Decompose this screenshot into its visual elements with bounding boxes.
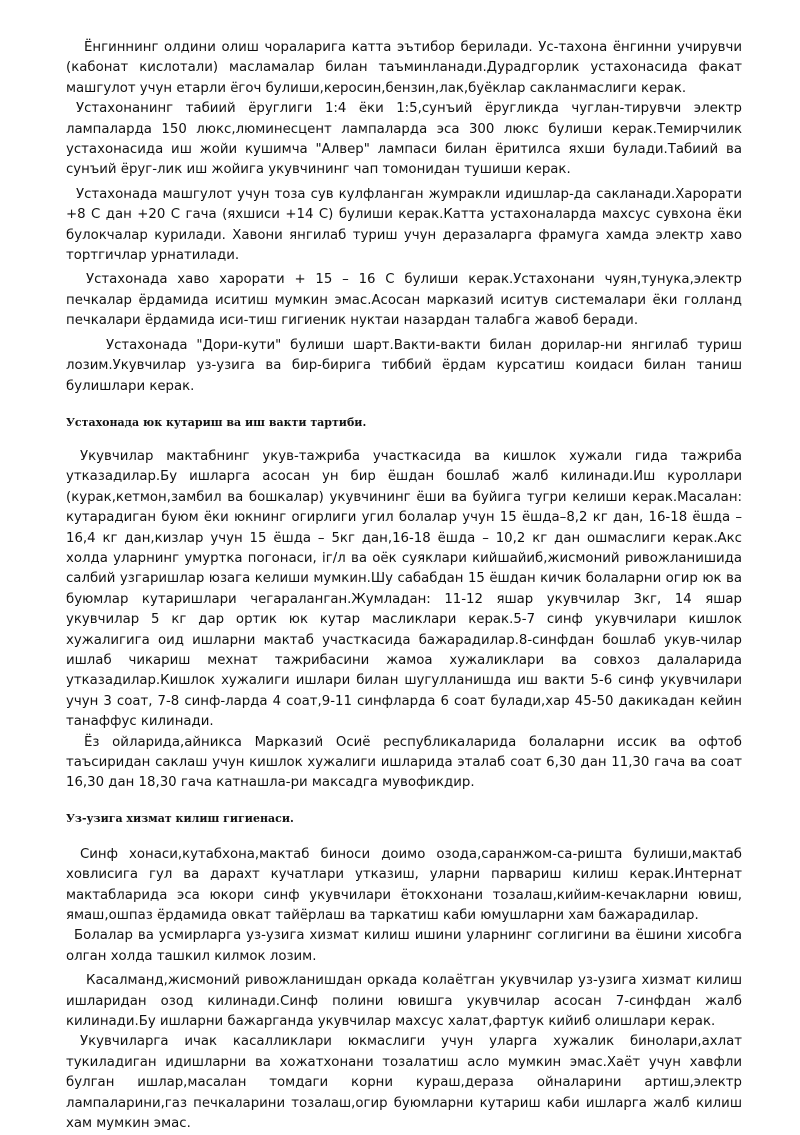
- paragraph: Болалар ва усмирларга уз-узига хизмат килиш ишини уларнинг соглигини ва ёшини хисобга олган холда ташкил килмок лозим.: [66, 928, 742, 964]
- paragraph: Касалманд,жисмоний ривожланишдан оркада колаётган укувчилар уз-узига хизмат килиш ишларидан озод килинади.Синф полини ювишга укувчилар асосан 7-синфдан жалб килинади.Бу ишларни бажарганда укувчилар махсус халат,фартук кийиб олишлари керак.: [66, 973, 742, 1030]
- paragraph: Устахонада "Дори-кути" булиши шарт.Вакти-вакти билан дорилар-ни янгилаб туриш лозим.Укувчилар уз-узига ва бир-бирига тиббий ёрдам курсатиш коидаси билан таниш булишлари керак.: [66, 337, 742, 394]
- paragraph: Устахонанинг табиий ёруглиги 1:4 ёки 1:5,сунъий ёругликда чуглан-тирувчи электр лампаларда 150 люкс,люминесцент лампаларда эса 300 люкс булиши керак.Темирчилик устахонасида иш жойи кушимча "Алвер" лампаси билан ёритилса яхши булади.Табиий ва сунъий ёруг-лик иш жойига укувчининг чап томонидан тушиши керак.: [66, 101, 742, 178]
- section-heading: Устахонада юк кутариш ва иш вакти тартиби.: [66, 415, 367, 429]
- paragraph: Устахонада машгулот учун тоза сув кулфланган жумракли идишлар-да сакланади.Харорати +8 С дан +20 С гача (яхшиси +14 С) булиши керак.Катта устахоналарда махсус сувхона ёки булокчалар курилади. Хавони янгилаб туриш учун деразаларга фрамуга хамда электр хаво тортгичлар урнатилади.: [66, 186, 742, 264]
- paragraph: Устахонада хаво харорати + 15 – 16 С булиши керак.Устахонани чуян,тунука,электр печкалар ёрдамида иситиш мумкин эмас.Асосан марказий иситув системалари ёки голланд печкалари ёрдамида иси-тиш гигиеник нуктаи назардан талабга жавоб беради.: [66, 272, 742, 329]
- paragraph: Укувчиларга ичак касалликлари юкмаслиги учун уларга хужалик бинолари,ахлат тукиладиган идишларни ва хожатхонани тозалатиш асло мумкин эмас.Хаёт учун хавфли булган ишлар,масалан томдаги корни кураш,дераза ойналарини артиш,электр лампаларини,газ печкаларини тозалаш,огир буюмларни кутариш каби ишларга жалб килиш хам мумкин эмас.: [66, 1034, 742, 1132]
- document-page: [66, 38, 742, 1135]
- section-heading: Уз-узига хизмат килиш гигиенаси.: [66, 811, 294, 825]
- paragraph: Ёз ойларида,айникса Марказий Осиё республикаларида болаларни иссик ва офтоб таъсиридан саклаш учун кишлок хужалиги ишларида эталаб соат 6,30 дан 11,30 гача ва соат 16,30 дан 18,30 гача катнашла-ри максадга мувофикдир.: [66, 734, 742, 791]
- paragraph: Ёнгиннинг олдини олиш чораларига катта эътибор берилади. Ус-тахона ёнгинни учирувчи (кабонат кислотали) масламалар билан таъминланади.Дурадгорлик устахонасида факат машгулот учун етарли ёгоч булиши,керосин,бензин,лак,буёклар сакланмаслиги керак.: [66, 40, 742, 96]
- paragraph: Укувчилар мактабнинг укув-тажриба участкасида ва кишлок хужали гида тажриба утказадилар.Бу ишларга асосан ун бир ёшдан бошлаб жалб килинади.Иш куроллари (курак,кетмон,замбил ва бошкалар) укувчининг ёши ва буйига тугри келиши керак.Масалан: кутарадиган буюм ёки юкнинг огирлиги угил болалар учун 15 ёшда–8,2 кг дан, 16-18 ёшда – 16,4 кг дан,кизлар учун 15 ёшда – 5кг дан,16-18 ёшда – 10,2 кг дан ошмаслиги керак.Акс холда уларнинг умуртка погонаси, iг/л ва оёк суяклари кийшайиб,жисмоний ривожланишида салбий узгаришлар юзага келиши мумкин.Шу сабабдан 15 ёшдан кичик болаларни огир юк ва буюмлар кутаришлари чегараланган.Жумладан: 11-12 яшар укувчилар 3кг, 14 яшар укувчилар 5 кг дар ортик юк кутар масликлари керак.5-7 синф укувчилари кишлок хужалигига оид ишларни мактаб участкасида бажарадилар.8-синфдан бошлаб укув-чилар ишлаб чикариш мехнат тажрибасини жамоа хужаликлари ва совхоз далаларида утказадилар.Кишлок хужалиги ишлари билан шугулланишда иш вакти 5-6 синф укувчилари учун 3 соат, 7-8 синф-ларда 4 соат,9-11 синфларда 6 соат булади,хар 45-50 дакикадан кейин танаффус килинади.: [66, 448, 742, 730]
- paragraph: Синф хонаси,кутабхона,мактаб биноси доимо озода,саранжом-са-ришта булиши,мактаб ховлисига гул ва дарахт кучатлари утказиш, уларни парвариш килиш керак.Интернат мактабларида эса юкори синф укувчилари ётокхонани тозалаш,кийим-кечакларни ювиш, ямаш,ошпаз ёрдамида овкат тайёрлаш ва таркатиш каби юмушларни хам бажарадилар.: [66, 846, 742, 924]
